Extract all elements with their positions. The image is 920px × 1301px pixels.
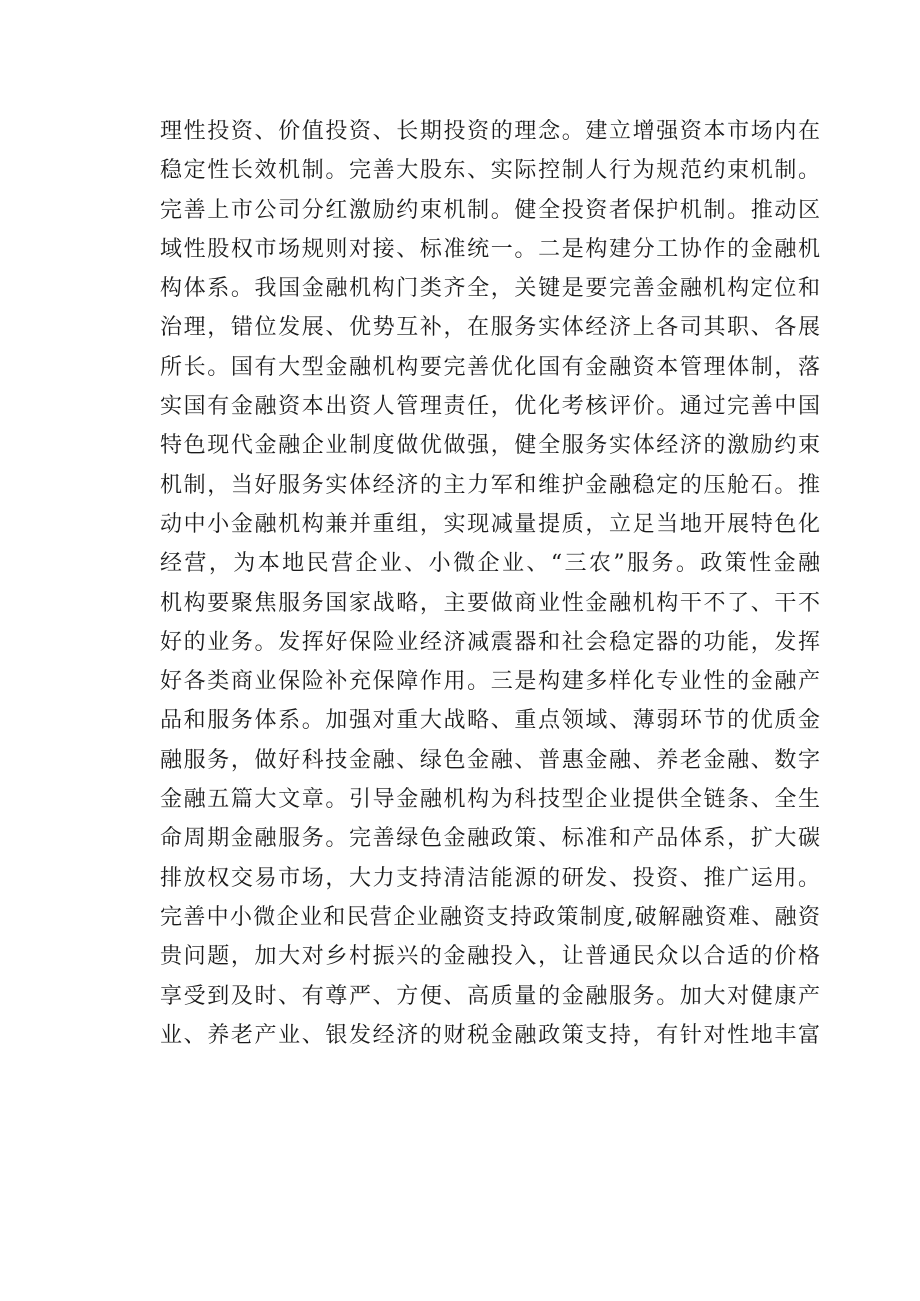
text-line: 特色现代金融企业制度做优做强，健全服务实体经济的激励约束 <box>160 433 820 459</box>
text-line: 命周期金融服务。完善绿色金融政策、标准和产品体系，扩大碳 <box>160 826 820 852</box>
text-line: 品和服务体系。加强对重大战略、重点领域、薄弱环节的优质金 <box>160 708 820 734</box>
text-line: 好的业务。发挥好保险业经济减震器和社会稳定器的功能，发挥 <box>160 629 820 655</box>
text-line: 理性投资、价值投资、长期投资的理念。建立增强资本市场内在 <box>160 119 820 144</box>
text-line: 业、养老产业、银发经济的财税金融政策支持，有针对性地丰富 <box>160 1022 820 1048</box>
text-line: 域性股权市场规则对接、标准统一。二是构建分工协作的金融机 <box>160 236 820 262</box>
body-paragraph <box>160 112 820 1055</box>
text-line: 金融五篇大文章。引导金融机构为科技型企业提供全链条、全生 <box>160 787 820 813</box>
text-line: 融服务，做好科技金融、绿色金融、普惠金融、养老金融、数字 <box>160 747 820 773</box>
text-line: 贵问题，加大对乡村振兴的金融投入，让普通民众以合适的价格 <box>160 944 820 970</box>
text-line: 好各类商业保险补充保障作用。三是构建多样化专业性的金融产 <box>160 669 820 695</box>
text-line: 完善中小微企业和民营企业融资支持政策制度,破解融资难、融资 <box>160 904 820 930</box>
text-line: 治理，错位发展、优势互补，在服务实体经济上各司其职、各展 <box>160 315 820 341</box>
text-line: 排放权交易市场，大力支持清洁能源的研发、投资、推广运用。 <box>160 865 820 891</box>
text-line: 稳定性长效机制。完善大股东、实际控制人行为规范约束机制。 <box>160 158 820 184</box>
text-line: 机制，当好服务实体经济的主力军和维护金融稳定的压舱石。推 <box>160 472 820 498</box>
text-line: 享受到及时、有尊严、方便、高质量的金融服务。加大对健康产 <box>160 983 820 1009</box>
text-line: 经营，为本地民营企业、小微企业、“三农”服务。政策性金融 <box>160 551 820 577</box>
text-line: 实国有金融资本出资人管理责任，优化考核评价。通过完善中国 <box>160 394 820 420</box>
text-line: 动中小金融机构兼并重组，实现减量提质，立足当地开展特色化 <box>160 511 820 537</box>
text-line: 所长。国有大型金融机构要完善优化国有金融资本管理体制，落 <box>160 354 820 380</box>
text-line: 构体系。我国金融机构门类齐全，关键是要完善金融机构定位和 <box>160 276 820 302</box>
text-line: 机构要聚焦服务国家战略，主要做商业性金融机构干不了、干不 <box>160 590 820 616</box>
text-line: 完善上市公司分红激励约束机制。健全投资者保护机制。推动区 <box>160 197 820 223</box>
